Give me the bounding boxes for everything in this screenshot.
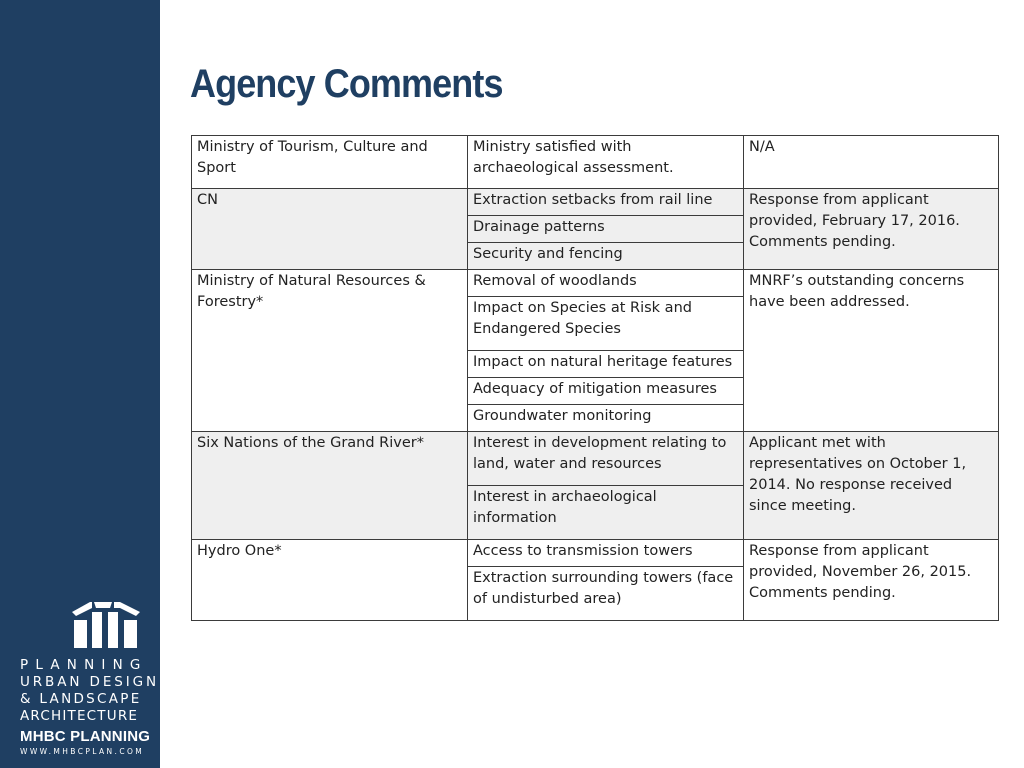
agency-comments-table <box>191 135 999 621</box>
mhbc-columns-icon <box>68 598 144 650</box>
table-row <box>192 432 999 486</box>
comment-cell: Interest in development relating to land, water and resources <box>468 432 744 486</box>
logo-text-urban-design: URBAN DESIGN <box>20 674 159 690</box>
logo-website: WWW.MHBCPLAN.COM <box>20 747 145 756</box>
agency-cell: Hydro One* <box>192 540 468 621</box>
agency-cell: Ministry of Tourism, Culture and Sport <box>192 136 468 189</box>
status-cell: Applicant met with representatives on October 1, 2014. No response received since meeting. <box>744 432 999 540</box>
comment-cell: Impact on Species at Risk and Endangered Species <box>468 297 744 351</box>
mhbc-logo <box>20 598 159 758</box>
comment-cell: Impact on natural heritage features <box>468 351 744 378</box>
logo-text-landscape: & LANDSCAPE <box>20 691 142 707</box>
sidebar <box>0 0 160 768</box>
table-row <box>192 270 999 297</box>
page-title: Agency Comments <box>190 62 503 106</box>
agency-cell: CN <box>192 189 468 270</box>
comment-cell: Interest in archaeological information <box>468 486 744 540</box>
comment-cell: Groundwater monitoring <box>468 405 744 432</box>
comment-cell: Security and fencing <box>468 243 744 270</box>
table-row <box>192 136 999 189</box>
status-cell: MNRF’s outstanding concerns have been addressed. <box>744 270 999 432</box>
status-cell: Response from applicant provided, November 26, 2015. Comments pending. <box>744 540 999 621</box>
logo-text-planning: PLANNING <box>20 657 148 673</box>
comment-cell: Extraction setbacks from rail line <box>468 189 744 216</box>
comment-cell: Access to transmission towers <box>468 540 744 567</box>
table-row <box>192 540 999 567</box>
logo-brand: MHBC PLANNING <box>20 728 151 745</box>
table-row <box>192 189 999 216</box>
status-cell: Response from applicant provided, February 17, 2016. Comments pending. <box>744 189 999 270</box>
comment-cell: Drainage patterns <box>468 216 744 243</box>
comment-cell: Ministry satisfied with archaeological assessment. <box>468 136 744 189</box>
comment-cell: Adequacy of mitigation measures <box>468 378 744 405</box>
logo-text-architecture: ARCHITECTURE <box>20 708 139 724</box>
agency-cell: Ministry of Natural Resources & Forestry* <box>192 270 468 432</box>
status-cell: N/A <box>744 136 999 189</box>
comment-cell: Extraction surrounding towers (face of undisturbed area) <box>468 567 744 621</box>
agency-cell: Six Nations of the Grand River* <box>192 432 468 540</box>
comment-cell: Removal of woodlands <box>468 270 744 297</box>
